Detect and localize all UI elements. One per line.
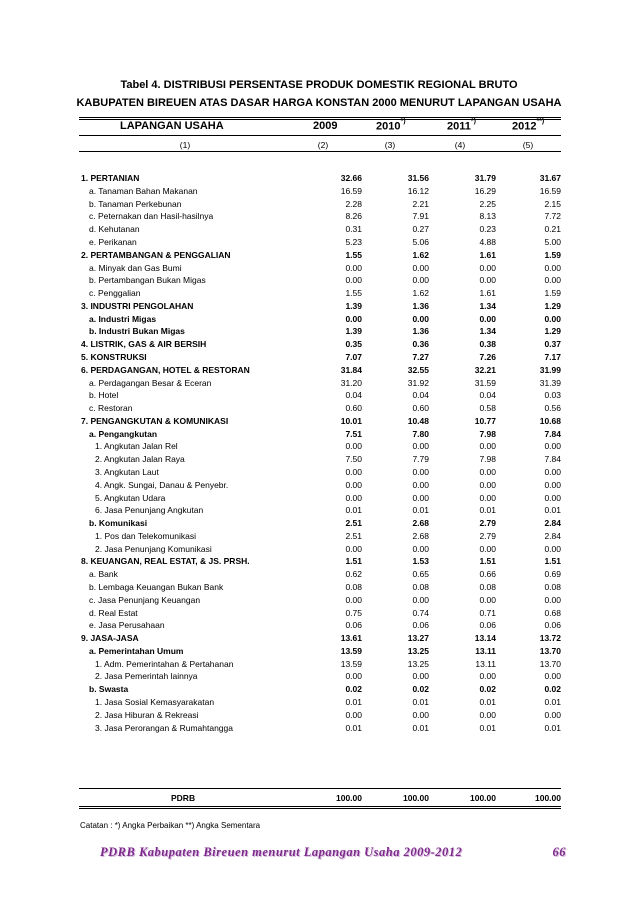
row-value: 13.59 xyxy=(340,658,362,669)
row-value: 1.61 xyxy=(479,249,496,260)
row-value: 1.39 xyxy=(345,300,362,311)
row-label: 3. Jasa Perorangan & Rumahtangga xyxy=(95,722,233,733)
row-label: 5. KONSTRUKSI xyxy=(81,351,147,362)
row-value: 0.00 xyxy=(479,262,496,273)
row-value: 0.02 xyxy=(412,684,429,695)
row-label: a. Tanaman Bahan Makanan xyxy=(89,185,198,196)
row-value: 8.13 xyxy=(479,211,496,222)
table-row xyxy=(79,237,561,250)
row-value: 32.21 xyxy=(474,364,496,375)
col-number-2: (2) xyxy=(317,140,329,150)
table-title-line-1: Tabel 4. DISTRIBUSI PERSENTASE PRODUK DOMESTIK REGIONAL BRUTO xyxy=(120,79,518,91)
row-value: 1.51 xyxy=(479,556,496,567)
row-value: 8.26 xyxy=(345,211,362,222)
row-value: 7.79 xyxy=(412,454,429,465)
header-2009: 2009 xyxy=(313,120,338,132)
row-value: 0.01 xyxy=(544,697,561,707)
row-value: 7.84 xyxy=(544,428,561,439)
row-value: 0.01 xyxy=(544,722,561,733)
row-label: a. Minyak dan Gas Bumi xyxy=(89,262,182,273)
row-value: 0.00 xyxy=(345,492,362,503)
header-2010: 2010*) xyxy=(376,118,406,133)
row-value: 0.00 xyxy=(544,671,561,682)
row-value: 13.25 xyxy=(407,645,429,656)
row-value: 0.00 xyxy=(479,441,496,452)
row-value: 2.51 xyxy=(345,518,362,529)
row-value: 0.71 xyxy=(479,607,496,618)
col-number-5: (5) xyxy=(522,140,534,150)
row-value: 5.00 xyxy=(544,236,561,247)
row-value: 0.01 xyxy=(412,505,429,516)
row-value: 13.59 xyxy=(340,645,362,656)
row-value: 0.68 xyxy=(544,607,561,618)
row-value: 0.01 xyxy=(345,722,362,733)
row-value: 1.36 xyxy=(412,326,429,337)
row-value: 0.00 xyxy=(345,275,362,286)
row-value: 0.00 xyxy=(544,466,561,477)
row-value: 0.38 xyxy=(479,339,496,350)
row-value: 1.53 xyxy=(412,556,429,567)
row-value: 1.51 xyxy=(345,556,362,567)
row-value: 1.36 xyxy=(412,300,429,311)
bottom-rule-double xyxy=(79,808,561,809)
row-value: 7.84 xyxy=(544,454,561,465)
row-value: 31.99 xyxy=(539,364,561,375)
row-value: 31.92 xyxy=(407,377,429,388)
total-value-2010: 100.00 xyxy=(403,793,429,803)
row-value: 2.28 xyxy=(345,198,362,209)
row-value: 0.00 xyxy=(345,709,362,720)
table-row xyxy=(79,275,561,288)
row-value: 0.00 xyxy=(479,275,496,286)
row-value: 0.00 xyxy=(412,492,429,503)
row-value: 16.29 xyxy=(474,185,496,196)
row-value: 0.00 xyxy=(479,671,496,682)
row-value: 1.55 xyxy=(345,288,362,298)
row-label: a. Industri Migas xyxy=(89,313,157,324)
table-row xyxy=(79,186,561,199)
row-value: 0.08 xyxy=(345,582,362,592)
row-value: 10.77 xyxy=(474,415,496,426)
row-label: b. Pertambangan Bukan Migas xyxy=(89,275,206,286)
table-row xyxy=(79,301,561,314)
row-value: 0.00 xyxy=(544,594,561,605)
page-footer xyxy=(100,845,566,861)
row-value: 7.98 xyxy=(479,454,496,465)
row-value: 0.00 xyxy=(412,275,429,286)
row-value: 0.00 xyxy=(544,441,561,452)
table-row xyxy=(79,326,561,339)
table-row xyxy=(79,671,561,684)
row-value: 7.27 xyxy=(412,351,429,362)
table-row xyxy=(79,314,561,327)
row-value: 31.39 xyxy=(539,377,561,388)
row-value: 0.00 xyxy=(412,313,429,324)
row-label: d. Kehutanan xyxy=(89,224,140,235)
row-value: 1.61 xyxy=(479,288,496,298)
row-value: 10.01 xyxy=(340,415,362,426)
row-value: 0.65 xyxy=(412,569,429,580)
table-row xyxy=(79,403,561,416)
row-label: 3. Angkutan Laut xyxy=(95,466,159,477)
row-value: 0.00 xyxy=(345,543,362,554)
table-title-line-2: KABUPATEN BIREUEN ATAS DASAR HARGA KONSTAN 2000 MENURUT LAPANGAN USAHA xyxy=(76,97,562,109)
table-row xyxy=(79,467,561,480)
row-label: b. Hotel xyxy=(89,390,119,401)
row-value: 16.59 xyxy=(340,185,362,196)
row-value: 0.04 xyxy=(412,390,429,401)
col-number-3: (3) xyxy=(384,140,396,150)
row-value: 0.08 xyxy=(544,582,561,592)
table-row xyxy=(79,365,561,378)
row-value: 1.59 xyxy=(544,288,561,298)
row-label: 1. Angkutan Jalan Rel xyxy=(95,441,178,452)
row-label: 1. Adm. Pemerintahan & Pertahanan xyxy=(95,658,234,669)
row-value: 0.00 xyxy=(544,492,561,503)
row-label: 4. Angk. Sungai, Danau & Penyebr. xyxy=(95,479,229,490)
row-value: 0.00 xyxy=(544,709,561,720)
row-value: 31.59 xyxy=(474,377,496,388)
row-value: 0.02 xyxy=(479,684,496,695)
row-value: 2.51 xyxy=(345,530,362,541)
row-value: 0.00 xyxy=(412,594,429,605)
row-value: 0.00 xyxy=(544,543,561,554)
row-value: 13.25 xyxy=(407,658,429,669)
row-label: d. Real Estat xyxy=(89,607,138,618)
table-row xyxy=(79,429,561,442)
table-row xyxy=(79,659,561,672)
table-row xyxy=(79,531,561,544)
header-2012: 2012**) xyxy=(512,118,545,133)
row-value: 1.55 xyxy=(345,249,362,260)
row-value: 0.60 xyxy=(345,403,362,413)
row-value: 7.17 xyxy=(544,351,561,362)
row-value: 1.39 xyxy=(345,326,362,337)
table-row xyxy=(79,454,561,467)
row-label: b. Lembaga Keuangan Bukan Bank xyxy=(89,582,224,592)
row-label: 6. PERDAGANGAN, HOTEL & RESTORAN xyxy=(81,364,250,375)
table-row xyxy=(79,288,561,301)
row-value: 0.00 xyxy=(412,543,429,554)
table-row xyxy=(79,416,561,429)
row-value: 0.37 xyxy=(544,339,561,350)
row-label: 2. Jasa Pemerintah lainnya xyxy=(95,671,198,682)
total-value-2012: 100.00 xyxy=(535,793,561,803)
row-value: 7.98 xyxy=(479,428,496,439)
row-value: 0.01 xyxy=(479,505,496,516)
footnote: Catatan : *) Angka Perbaikan **) Angka Sementara xyxy=(80,821,261,830)
row-value: 31.67 xyxy=(539,173,561,183)
row-value: 0.08 xyxy=(412,582,429,592)
row-label: 2. Angkutan Jalan Raya xyxy=(95,454,185,465)
table-row xyxy=(79,505,561,518)
row-value: 13.27 xyxy=(407,633,429,644)
row-value: 2.15 xyxy=(544,198,561,209)
table-row xyxy=(79,620,561,633)
total-value-2011: 100.00 xyxy=(470,793,496,803)
table-row xyxy=(79,556,561,569)
row-value: 13.70 xyxy=(539,658,561,669)
row-value: 2.21 xyxy=(412,198,429,209)
table-row xyxy=(79,352,561,365)
row-value: 0.69 xyxy=(544,569,561,580)
row-value: 0.00 xyxy=(345,479,362,490)
row-label: 4. LISTRIK, GAS & AIR BERSIH xyxy=(81,339,207,350)
row-label: 9. JASA-JASA xyxy=(81,633,139,644)
row-value: 0.00 xyxy=(479,466,496,477)
row-value: 13.70 xyxy=(539,645,561,656)
row-value: 0.00 xyxy=(544,479,561,490)
row-value: 7.50 xyxy=(345,454,362,465)
row-value: 0.01 xyxy=(479,722,496,733)
total-label: PDRB xyxy=(171,793,196,803)
row-value: 0.00 xyxy=(544,262,561,273)
row-value: 0.31 xyxy=(345,224,362,235)
row-value: 0.74 xyxy=(412,607,429,618)
row-value: 1.62 xyxy=(412,288,429,298)
row-label: 2. PERTAMBANGAN & PENGGALIAN xyxy=(81,249,231,260)
table-row xyxy=(79,595,561,608)
row-value: 0.00 xyxy=(345,466,362,477)
total-top-rule xyxy=(79,788,561,789)
row-value: 0.00 xyxy=(345,671,362,682)
row-value: 32.66 xyxy=(340,173,362,183)
row-value: 0.75 xyxy=(345,607,362,618)
table-row xyxy=(79,378,561,391)
row-value: 1.29 xyxy=(544,326,561,337)
row-value: 0.56 xyxy=(544,403,561,413)
table-row xyxy=(79,339,561,352)
row-label: 2. Jasa Penunjang Komunikasi xyxy=(95,543,212,554)
table-row xyxy=(79,569,561,582)
row-label: c. Jasa Penunjang Keuangan xyxy=(89,594,201,605)
table-row xyxy=(79,211,561,224)
row-value: 1.62 xyxy=(412,249,429,260)
row-label: b. Swasta xyxy=(89,684,129,695)
row-value: 0.36 xyxy=(412,339,429,350)
row-value: 0.00 xyxy=(544,313,561,324)
row-value: 13.61 xyxy=(340,633,362,644)
row-label: b. Tanaman Perkebunan xyxy=(89,198,182,209)
row-value: 0.66 xyxy=(479,569,496,580)
row-label: 1. Pos dan Telekomunikasi xyxy=(95,530,196,541)
row-value: 0.00 xyxy=(479,479,496,490)
row-value: 13.11 xyxy=(475,658,496,669)
row-value: 2.84 xyxy=(544,518,561,529)
row-value: 0.58 xyxy=(479,403,496,413)
row-label: a. Pemerintahan Umum xyxy=(89,645,184,656)
row-value: 0.00 xyxy=(345,594,362,605)
row-value: 0.01 xyxy=(479,697,496,707)
row-label: c. Restoran xyxy=(89,403,133,413)
row-value: 10.48 xyxy=(407,415,429,426)
row-value: 7.91 xyxy=(412,211,429,222)
row-value: 31.20 xyxy=(340,377,362,388)
row-value: 7.51 xyxy=(345,428,362,439)
row-value: 0.06 xyxy=(479,620,496,631)
row-value: 0.04 xyxy=(345,390,362,401)
row-label: c. Peternakan dan Hasil-hasilnya xyxy=(89,211,214,222)
row-label: 7. PENGANGKUTAN & KOMUNIKASI xyxy=(81,415,229,426)
table-row xyxy=(79,582,561,595)
row-label: b. Komunikasi xyxy=(89,518,148,529)
row-value: 4.88 xyxy=(479,236,496,247)
row-value: 7.26 xyxy=(479,351,496,362)
table-row xyxy=(79,173,561,186)
row-value: 1.34 xyxy=(479,300,496,311)
table-row xyxy=(79,441,561,454)
row-label: 5. Angkutan Udara xyxy=(95,492,166,503)
row-value: 5.06 xyxy=(412,236,429,247)
table-row xyxy=(79,493,561,506)
row-value: 0.35 xyxy=(345,339,362,350)
table-row xyxy=(79,263,561,276)
table-row xyxy=(79,199,561,212)
total-row xyxy=(79,793,561,806)
row-value: 0.27 xyxy=(412,224,429,235)
row-value: 0.04 xyxy=(479,390,496,401)
row-value: 16.59 xyxy=(539,185,561,196)
header-rule xyxy=(79,135,561,136)
row-label: b. Industri Bukan Migas xyxy=(89,326,185,337)
table-row xyxy=(79,544,561,557)
row-value: 5.23 xyxy=(345,236,362,247)
bottom-rule xyxy=(79,806,561,807)
row-value: 2.25 xyxy=(479,198,496,209)
row-value: 1.29 xyxy=(544,300,561,311)
row-value: 0.00 xyxy=(479,543,496,554)
row-value: 2.79 xyxy=(479,518,496,529)
row-label: 2. Jasa Hiburan & Rekreasi xyxy=(95,709,199,720)
row-value: 2.68 xyxy=(412,530,429,541)
row-value: 0.00 xyxy=(345,313,362,324)
table-row xyxy=(79,224,561,237)
row-label: 1. Jasa Sosial Kemasyarakatan xyxy=(95,697,215,707)
row-value: 0.02 xyxy=(345,684,362,695)
row-value: 31.84 xyxy=(340,364,362,375)
row-value: 13.72 xyxy=(539,633,561,644)
row-value: 0.01 xyxy=(345,505,362,516)
row-value: 0.60 xyxy=(412,403,429,413)
row-value: 0.21 xyxy=(544,224,561,235)
row-value: 13.11 xyxy=(475,645,496,656)
row-label: 1. PERTANIAN xyxy=(81,173,140,183)
row-value: 0.01 xyxy=(412,722,429,733)
row-value: 32.55 xyxy=(407,364,429,375)
row-label: 3. INDUSTRI PENGOLAHAN xyxy=(81,300,194,311)
col-number-4: (4) xyxy=(454,140,466,150)
table-row xyxy=(79,250,561,263)
row-value: 0.08 xyxy=(479,582,496,592)
row-value: 0.06 xyxy=(544,620,561,631)
table-row xyxy=(79,518,561,531)
table-row xyxy=(79,608,561,621)
row-value: 0.00 xyxy=(345,262,362,273)
row-value: 0.00 xyxy=(544,275,561,286)
total-value-2009: 100.00 xyxy=(336,793,362,803)
row-label: a. Bank xyxy=(89,569,118,580)
row-value: 0.00 xyxy=(479,709,496,720)
row-value: 0.02 xyxy=(544,684,561,695)
table-row xyxy=(79,684,561,697)
table-row xyxy=(79,723,561,736)
row-value: 16.12 xyxy=(407,185,429,196)
row-value: 0.62 xyxy=(345,569,362,580)
top-rule xyxy=(79,117,561,118)
row-value: 0.00 xyxy=(412,466,429,477)
row-value: 31.79 xyxy=(474,173,496,183)
col-number-1: (1) xyxy=(179,140,191,150)
row-value: 0.00 xyxy=(479,492,496,503)
table-row xyxy=(79,710,561,723)
row-value: 7.80 xyxy=(412,428,429,439)
row-value: 0.00 xyxy=(479,594,496,605)
row-value: 10.68 xyxy=(539,415,561,426)
header-2011: 2011*) xyxy=(447,118,476,133)
row-value: 2.68 xyxy=(412,518,429,529)
row-value: 0.01 xyxy=(412,697,429,707)
footer-text: PDRB Kabupaten Bireuen menurut Lapangan Usaha 2009-2012 xyxy=(100,845,463,859)
row-label: 6. Jasa Penunjang Angkutan xyxy=(95,505,204,516)
row-value: 7.07 xyxy=(345,351,362,362)
table-row xyxy=(79,390,561,403)
row-value: 0.00 xyxy=(412,262,429,273)
row-label: e. Jasa Perusahaan xyxy=(89,620,165,631)
row-value: 0.00 xyxy=(412,479,429,490)
row-value: 0.06 xyxy=(345,620,362,631)
table-row xyxy=(79,480,561,493)
row-value: 0.06 xyxy=(412,620,429,631)
table-row xyxy=(79,646,561,659)
row-value: 2.79 xyxy=(479,530,496,541)
row-value: 0.23 xyxy=(479,224,496,235)
row-value: 0.01 xyxy=(544,505,561,516)
row-label: a. Perdagangan Besar & Eceran xyxy=(89,377,212,388)
page-number: 66 xyxy=(552,845,566,859)
row-value: 1.59 xyxy=(544,249,561,260)
row-value: 0.03 xyxy=(544,390,561,401)
row-value: 2.84 xyxy=(544,530,561,541)
row-value: 31.56 xyxy=(407,173,429,183)
row-value: 1.51 xyxy=(544,556,561,567)
row-value: 13.14 xyxy=(474,633,496,644)
row-value: 1.34 xyxy=(479,326,496,337)
row-value: 0.00 xyxy=(412,441,429,452)
row-value: 0.00 xyxy=(345,441,362,452)
row-value: 7.72 xyxy=(544,211,561,222)
row-label: c. Penggalian xyxy=(89,288,141,298)
row-value: 0.00 xyxy=(412,671,429,682)
row-value: 0.01 xyxy=(345,697,362,707)
row-label: e. Perikanan xyxy=(89,236,137,247)
header-lapangan-usaha: LAPANGAN USAHA xyxy=(120,120,224,132)
row-value: 0.00 xyxy=(412,709,429,720)
row-label: 8. KEUANGAN, REAL ESTAT, & JS. PRSH. xyxy=(81,556,250,567)
row-label: a. Pengangkutan xyxy=(89,428,158,439)
table-row xyxy=(79,697,561,710)
row-value: 0.00 xyxy=(479,313,496,324)
subheader-rule xyxy=(79,151,561,152)
table-row xyxy=(79,633,561,646)
